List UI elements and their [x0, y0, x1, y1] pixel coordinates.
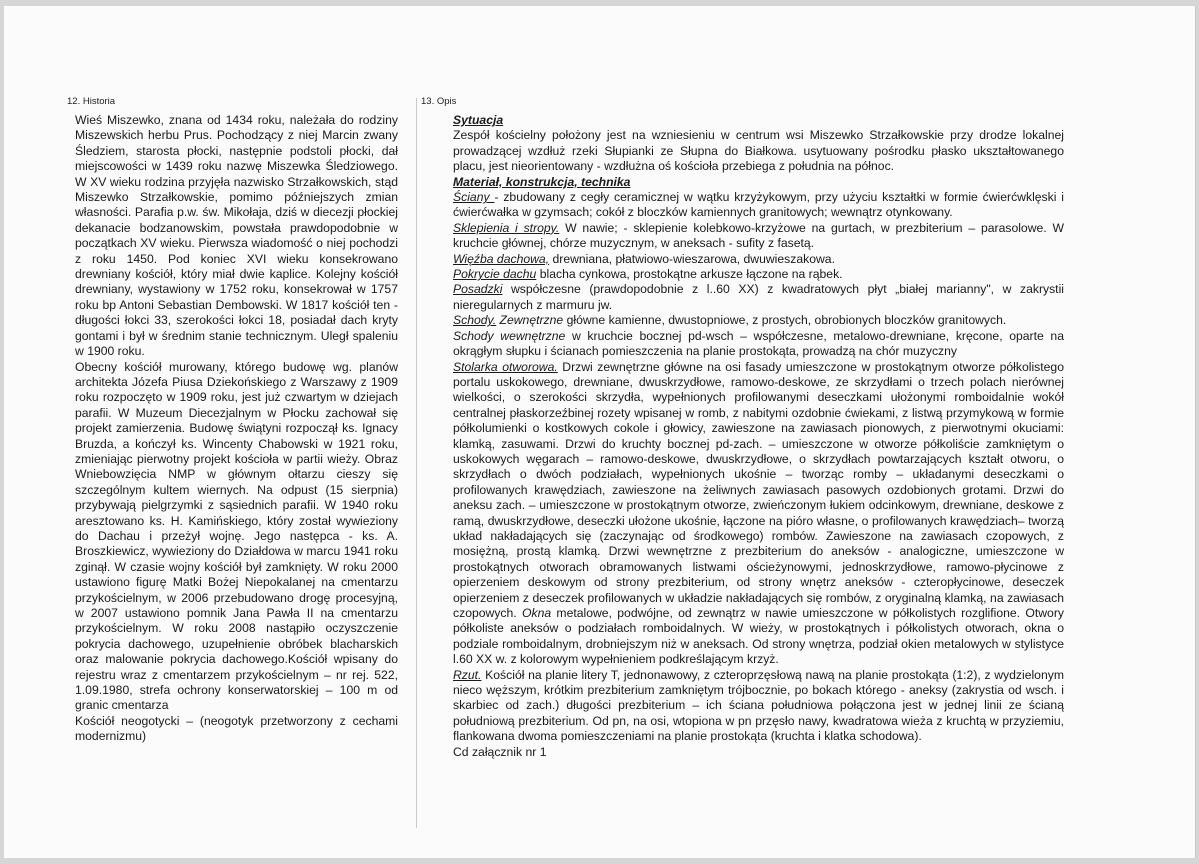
schody-zewnetrzne-paragraph: Schody. Zewnętrzne główne kamienne, dwustopniowe, z prostych, obrobionych bloczków granitowych.: [453, 313, 1007, 328]
sciany-paragraph: Ściany - zbudowany z cegły ceramicznej w wątku krzyżykowym, przy użyciu kształtki w formie ćwierćwklęski i ćwierćwałka w gzymsach; cokół z bloczków kamiennych granitowych; wewnątrz otynkowany.: [453, 190, 1064, 220]
column-divider: [416, 98, 417, 828]
opis-heading: 13. Opis: [421, 96, 457, 107]
pokrycie-paragraph: Pokrycie dachu blacha cynkowa, prostokątne arkusze łączone na rąbek.: [453, 267, 843, 282]
wiezba-paragraph: Więźba dachowa, drewniana, płatwiowo-wieszarowa, dwuwieszakowa.: [453, 251, 835, 266]
material-heading: Materiał, konstrukcja, technika: [453, 174, 631, 189]
opis-text: [421, 113, 1064, 760]
sytuacja-heading: Sytuacja: [453, 113, 504, 127]
sklepienia-paragraph: Sklepienia i stropy. W nawie; - sklepienie kolebkowo-krzyżowe na gurtach, w prezbiterium – parasolowe. W kruchcie głównej, chórze muzycznym, w aneksach - sufity z fasetą.: [453, 220, 1064, 251]
document-sheet: [4, 6, 1196, 858]
stolarka-paragraph: Stolarka otworowa. Drzwi zewnętrzne główne na osi fasady umieszczone w prostokątnym otworze półkolistego portalu uskokowego, drewniane, dwuskrzydłowe, ramowo-deskowe, ze skrzydłami o trzech polach nierównej wielkości, o szerokości skrzydła, wypełnionych profilowanymi deseczkami ułożonymi romboidalnie wokół centralnej płaskorzeźbinej rozety wpisanej w romb, z nabitymi ozdobnie ćwiekami, z listwą przymykową w formie półkolumienki o kostkowych cokole i głowicy, zawieszone na zawiasach pionowych, z pierwotnymi okuciami: klamką, zasuwami. Drzwi do kruchty bocznej pd-zach. – umieszczone w otworze półkoliście zamkniętym o uskokowych węgarach – ramowo-deskowe, dwuskrzydłowe, o skrzydłach powtarzających kształt otworu, o skrzydłach o dwóch podziałach, wypełnionych ukośnie – tworząc romby – układanymi deseczkami o profilowanych krawędziach, zawieszone na żeliwnych zawiasach pasowych ozdobionych grotami. Drzwi do aneksu zach. – umieszczone w prostokątnym otworze, zwieńczonym łukiem odcinkowym, drewniane, deskowe z ramą, dwuskrzydłowe, deseczki ułożone ukośnie, łączone na pióro własne, o profilowanych krawędziach– tworzą układ nakładających się (zaczynając od środkowego) rombów. Zawieszone na zawiasach czopowych, z mosiężną, prostą klamką. Drzwi wewnętrzne z prezbiterium do aneksów - analogiczne, umieszczone w prostokątnych otworach obramowanych listwami ościeżynowymi, jednoskrzydłowe, ramowo-płycinowe z opierzeniem deskowym od strony prezbiterium, od strony wnętrz aneksów - czteropłycinowe, deseczek opierzeniem z deseczek profilowanych w układzie nakładających się rombów, z oryginalną klamką, na zawiasach czopowych. Okna metalowe, podwójne, od zewnątrz w nawie umieszczone w półkolistych rozglifione. Otwory półkoliste aneksów o podziałach romboidalnych. W wieży, w prostokątnych i półkolistych otworach, okna o podziale romboidalnym, drobniejszym niż w aneksach. Od strony wnętrza, podział okien metalowych w stylistyce l.60 XX w. z kolorowym wypełnieniem podkreślającym krzyż.: [453, 359, 1064, 667]
rzut-paragraph: Rzut. Kościół na planie litery T, jednonawowy, z czteroprzęsłową nawą na planie prostokąta (1:2), z wydzielonym nieco węższym, krótkim prezbiterium zamkniętym trójbocznie, po bokach którego - aneksy (zakrystia od wsch. i skarbiec od zach.) długości prezbiterium – ich ściana południowa połączona jest w jednej linii ze ścianą południową prezbiterium. Od pn, na osi, wtopiona w pn przęsło nawy, kwadratowa wieża z kruchtą w przyziemiu, flankowana dwoma pomieszczeniami na planie prostokąta (kruchta i klatka schodowa).: [453, 667, 1064, 744]
historia-paragraph-2: Obecny kościół murowany, którego budowę wg. planów architekta Józefa Piusa Dziekońskiego z Warszawy z 1909 roku rozpoczęto w 1909 roku, jest już czwartym w dziejach parafii. W Muzeum Diecezjalnym w Płocku zachował się projekt zamierzenia. Budowę świątyni rozpoczął ks. Ignacy Bruzda, a kończył ks. Wincenty Chabowski w 1921 roku, zmieniając pierwotny projekt kościoła w partii wieży. Obraz Wniebowzięcia NMP w głównym ołtarzu cieszy się szczególnym kultem wiernych. Na odpust (15 sierpnia) przybywają pielgrzymki z sąsiednich parafii. W 1940 roku aresztowano ks. H. Kamińskiego, który został wywieziony do Dachau i przeżył wojnę. Jego następca - ks. A. Broszkiewicz, wywieziony do Działdowa w marcu 1941 roku zginął. W czasie wojny kościół był zamknięty. W roku 2000 ustawiono figurę Matki Bożej Niepokalanej na cmentarzu przykościelnym, w 2006 przebudowano drogę procesyjną, w 2007 ustawiono pomnik Jana Pawła II na cmentarzu przykościelnym. W roku 2008 nastąpiło oczyszczenie pokrycia dachowego, uzupełnienie obróbek blacharskich oraz malowanie pokrycia dachowego.Kościół wpisany do rejestru wraz z cmentarzem przykościelnym – nr rej. 522, 1.09.1980, strefa ochrony konserwatorskiej – 100 m od granic cmentarza: [75, 359, 398, 713]
footer-note: Cd załącznik nr 1: [453, 744, 547, 759]
sytuacja-paragraph: Zespół kościelny położony jest na wzniesieniu w centrum wsi Miszewko Strzałkowskie przy drodze lokalnej prowadzącej wzdłuż rzeki Słupianki ze Słupna do Białkowa. usytuowany pośrodku płasko ukształtowanego placu, jest nieorientowany - wzdłużna oś kościoła przebiega z południa na północ.: [453, 128, 1064, 174]
historia-column: [62, 96, 398, 745]
schody-wewnetrzne-paragraph: Schody wewnętrzne w kruchcie bocznej pd-wsch – współczesne, metalowo-drewniane, kręcone, oparte na okrągłym słupku i ścianach pomieszczenia na planie prostokąta, prowadzą na chór muzyczny: [453, 328, 1064, 359]
posadzki-paragraph: Posadzki współczesne (prawdopodobnie z l..60 XX) z kwadratowych płyt „białej marianny", w zakrystii nieregularnych z marmuru jw.: [453, 282, 1064, 312]
historia-text: [62, 113, 398, 745]
historia-paragraph-3: Kościół neogotycki – (neogotyk przetworzony z cechami modernizmu): [75, 713, 398, 744]
opis-column: [421, 96, 1064, 760]
historia-heading: 12. Historia: [67, 96, 116, 107]
historia-paragraph-1: Wieś Miszewko, znana od 1434 roku, należała do rodziny Miszewskich herbu Prus. Pochodzący z niej Marcin zwany Śledziem, starosta płocki, następnie podstoli płocki, dał miejscowości w 1439 roku nazwę Miszewka Śledziowego. W XV wieku rodzina przyjęła nazwisko Strzałkowskich, stąd Miszewko Strzałkowskie, pomimo późniejszych zmian własności. Parafia p.w. św. Mikołaja, dziś w diecezji płockiej dekanacie bodzanowskim, powstała prawdopodobnie w początkach XV wieku. Pierwsza wiadomość o niej pochodzi z roku 1450. Pod koniec XVI wieku konsekrowano drewniany kościół, który miał dwie kaplice. Kolejny kościół drewniany, wystawiony w 1752 roku, konsekrował w 1757 roku bp Antoni Sebastian Dembowski. W 1817 kościół ten - długości łokci 33, szerokości łokci 18, posiadał dach kryty gontami i był w średnim stanie technicznym. Uległ spaleniu w 1900 roku.: [75, 113, 398, 359]
